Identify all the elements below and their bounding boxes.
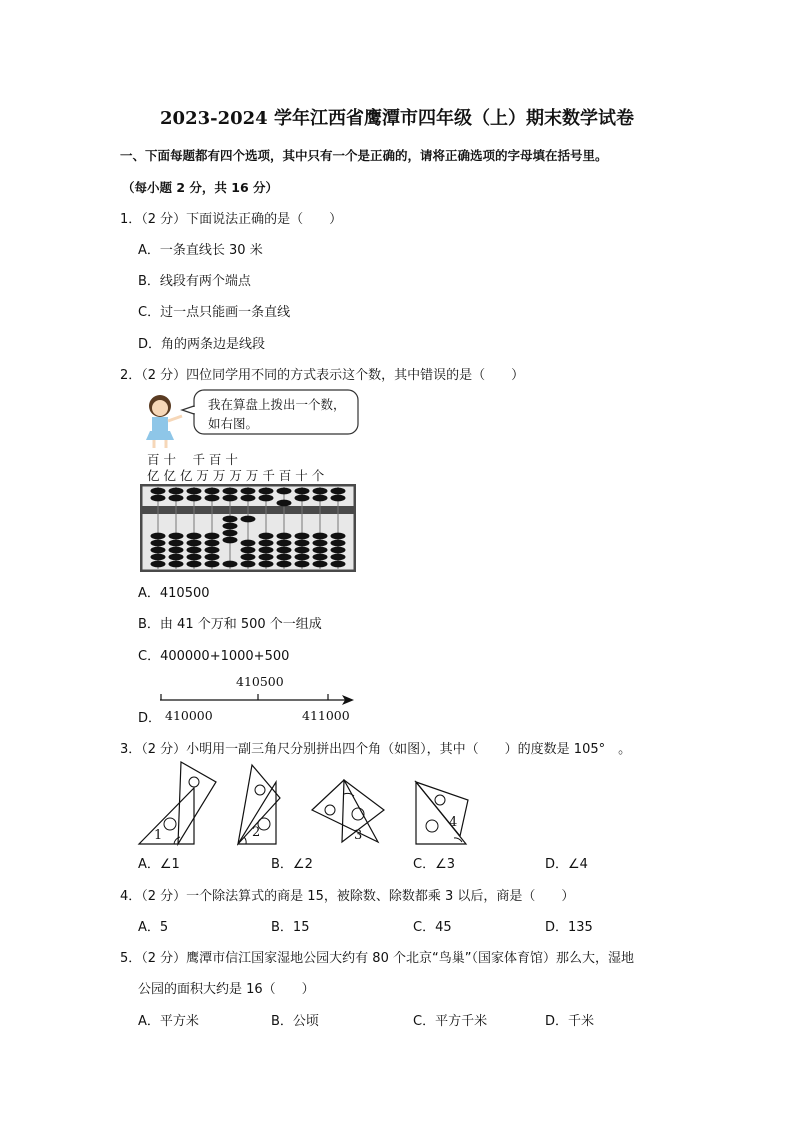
q2-option-d[interactable]: D． (138, 711, 162, 726)
abacus-bead (331, 540, 346, 547)
abacus-bead (259, 554, 274, 561)
abacus-bead (331, 488, 346, 495)
q5-stem-line2: 公园的面积大约是 16（ ） (138, 982, 315, 997)
abacus-bead (223, 495, 238, 502)
q1-option-c[interactable]: C．过一点只能画一条直线 (138, 305, 291, 320)
abacus-bead (295, 495, 310, 502)
page-title: 2023-2024 学年江西省鹰潭市四年级（上）期末数学试卷 (160, 108, 634, 129)
abacus-bead (187, 561, 202, 568)
abacus-bead (277, 547, 292, 554)
numberline-left-label: 410000 (165, 708, 213, 723)
q1-option-d[interactable]: D．角的两条边是线段 (138, 337, 266, 352)
abacus-bead (241, 547, 256, 554)
abacus-bead (295, 554, 310, 561)
q4-stem: 4．（2 分）一个除法算式的商是 15，被除数、除数都乘 3 以后，商是（ ） (120, 889, 575, 904)
triangle-figure-2 (234, 762, 294, 848)
abacus-bead (277, 540, 292, 547)
abacus-bead (169, 488, 184, 495)
abacus-bead (205, 495, 220, 502)
abacus-bead (223, 516, 238, 523)
abacus-bead (241, 561, 256, 568)
section-heading: 一、下面每题都有四个选项，其中只有一个是正确的，请将正确选项的字母填在括号里。 (120, 148, 608, 163)
abacus-bead (331, 554, 346, 561)
abacus-bead (331, 561, 346, 568)
abacus-bead (169, 495, 184, 502)
speech-text-2: 如右图。 (208, 416, 259, 431)
abacus-bead (259, 547, 274, 554)
abacus-bead (151, 547, 166, 554)
q5-stem-line1: 5．（2 分）鹰潭市信江国家湿地公园大约有 80 个北京“鸟巢”（国家体育馆）那么大，湿地 (120, 951, 634, 966)
q4-option-d[interactable]: D．135 (545, 920, 593, 935)
angle-label-2: 2 (252, 825, 261, 840)
numberline-right-label: 411000 (302, 708, 350, 723)
abacus-bead (295, 488, 310, 495)
abacus-bead (259, 533, 274, 540)
abacus-bead (223, 561, 238, 568)
abacus-bead (331, 547, 346, 554)
abacus-bead (187, 495, 202, 502)
abacus-bead (313, 488, 328, 495)
q5-option-b[interactable]: B．公顷 (271, 1014, 319, 1029)
abacus-bead (205, 540, 220, 547)
q2-stem: 2．（2 分）四位同学用不同的方式表示这个数，其中错误的是（ ） (120, 368, 525, 383)
q4-option-c[interactable]: C．45 (413, 920, 452, 935)
abacus-bead (295, 561, 310, 568)
angle-label-3: 3 (354, 828, 363, 843)
q3-option-b[interactable]: B．∠2 (271, 857, 313, 872)
q5-option-c[interactable]: C．平方千米 (413, 1014, 488, 1029)
abacus-bead (295, 540, 310, 547)
abacus-label-bottom: 亿 亿 亿 万 万 万 万 千 百 十 个 (147, 468, 325, 483)
abacus-bead (223, 537, 238, 544)
abacus-bead (205, 561, 220, 568)
section-note: （每小题 2 分，共 16 分） (122, 180, 279, 195)
abacus-bead (187, 540, 202, 547)
abacus-bead (241, 495, 256, 502)
speech-text-1: 我在算盘上拨出一个数， (208, 397, 346, 412)
abacus-bead (205, 554, 220, 561)
abacus-bead (277, 554, 292, 561)
abacus-bead (241, 540, 256, 547)
abacus-bead (277, 533, 292, 540)
triangle-figure-1 (136, 758, 226, 848)
q3-option-d[interactable]: D．∠4 (545, 857, 588, 872)
abacus-bead (313, 495, 328, 502)
q1-option-a[interactable]: A．一条直线长 30 米 (138, 243, 263, 258)
abacus-bead (241, 488, 256, 495)
abacus-bead (187, 488, 202, 495)
abacus-bead (277, 488, 292, 495)
abacus-bead (259, 540, 274, 547)
abacus-bead (277, 500, 292, 507)
q3-option-c[interactable]: C．∠3 (413, 857, 456, 872)
abacus-bead (169, 540, 184, 547)
q4-option-a[interactable]: A．5 (138, 920, 169, 935)
abacus-bead (223, 530, 238, 537)
abacus-bead (259, 488, 274, 495)
abacus-bead (331, 495, 346, 502)
abacus-bead (313, 540, 328, 547)
abacus-bead (331, 533, 346, 540)
triangle-figure-3 (308, 776, 388, 848)
abacus-bead (313, 533, 328, 540)
abacus-bead (169, 561, 184, 568)
q1-option-b[interactable]: B．线段有两个端点 (138, 274, 251, 289)
abacus-bead (151, 533, 166, 540)
abacus-bead (151, 488, 166, 495)
number-line (158, 690, 358, 710)
abacus-bead (169, 554, 184, 561)
abacus-bead (205, 533, 220, 540)
abacus-bead (241, 554, 256, 561)
abacus-label-top: 百 十 千 百 十 (147, 452, 238, 467)
abacus-bead (241, 516, 256, 523)
abacus-bead (223, 523, 238, 530)
abacus-bead (151, 554, 166, 561)
q2-option-c[interactable]: C．400000+1000+500 (138, 649, 290, 664)
abacus-bead (313, 561, 328, 568)
abacus-bead (187, 547, 202, 554)
abacus-bead (313, 554, 328, 561)
angle-label-1: 1 (154, 828, 163, 843)
q3-option-a[interactable]: A．∠1 (138, 857, 180, 872)
abacus-bead (313, 547, 328, 554)
abacus (140, 484, 356, 572)
q3-stem: 3．（2 分）小明用一副三角尺分别拼出四个角（如图），其中（ ）的度数是 105° 。 (120, 742, 632, 757)
triangle-figure-4 (412, 778, 474, 848)
abacus-bead (187, 533, 202, 540)
abacus-bead (259, 561, 274, 568)
abacus-bead (169, 533, 184, 540)
abacus-bead (295, 533, 310, 540)
abacus-bead (169, 547, 184, 554)
q5-option-a[interactable]: A．平方米 (138, 1014, 199, 1029)
q2-option-b[interactable]: B．由 41 个万和 500 个一组成 (138, 617, 322, 632)
abacus-bead (151, 561, 166, 568)
abacus-bead (187, 554, 202, 561)
abacus-bead (151, 495, 166, 502)
q4-option-b[interactable]: B．15 (271, 920, 310, 935)
abacus-bead (223, 488, 238, 495)
abacus-bead (205, 547, 220, 554)
q5-option-d[interactable]: D．千米 (545, 1014, 595, 1029)
numberline-mid-label: 410500 (236, 674, 284, 689)
abacus-bead (151, 540, 166, 547)
abacus-bead (259, 495, 274, 502)
abacus-bead (205, 488, 220, 495)
q2-option-a[interactable]: A．410500 (138, 586, 210, 601)
abacus-bead (295, 547, 310, 554)
q1-stem: 1．（2 分）下面说法正确的是（ ） (120, 212, 343, 227)
angle-label-4: 4 (449, 815, 458, 830)
abacus-bead (277, 561, 292, 568)
